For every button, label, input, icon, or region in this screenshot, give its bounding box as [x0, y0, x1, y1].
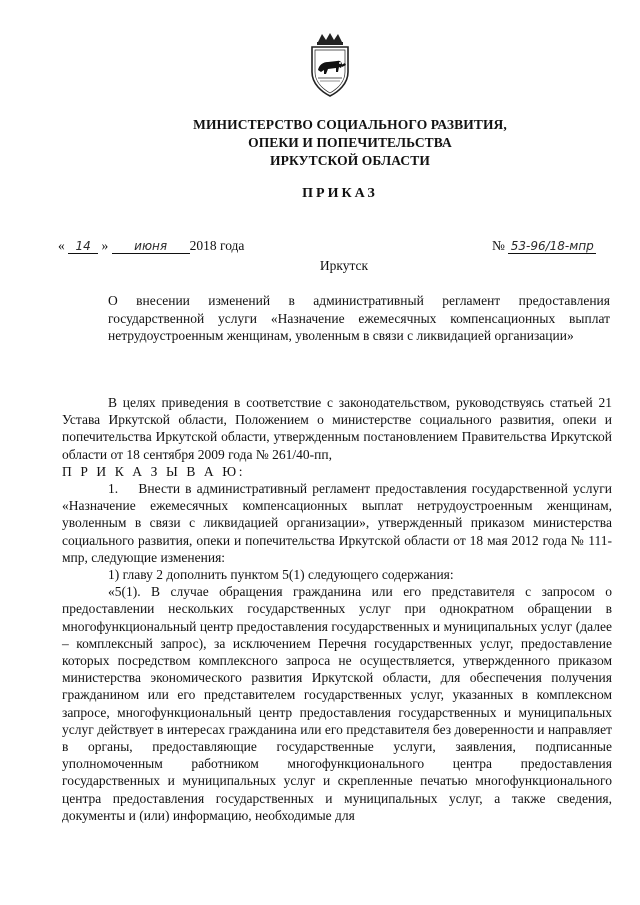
date-close-quote: » [101, 238, 109, 253]
order-title: ПРИКАЗ [302, 186, 378, 201]
date-day: 14 [68, 240, 98, 254]
date-month: июня [112, 240, 190, 254]
city: Иркутск [319, 258, 369, 273]
ministry-name-line-2: ОПЕКИ И ПОПЕЧИТЕЛЬСТВА [248, 135, 452, 150]
order-body [62, 394, 612, 824]
order-date [58, 238, 244, 254]
ministry-name-line-1: МИНИСТЕРСТВО СОЦИАЛЬНОГО РАЗВИТИЯ, [193, 117, 507, 132]
order-number [492, 238, 596, 254]
quoted-paragraph-5-1: «5(1). В случае обращения гражданина или его представителя с запросом о предоставлении нескольких государственных услуг при однократном обращении в многофункциональный центр предоставления государственных и муниципальных услуг (далее – комплексный запрос), за исключением Перечня государственных услуг, предоставление которых посредством комплексного запроса не осуществляется, утвержденного приказом министерства экономического развития Иркутской области, для обеспечения получения гражданином или его представителем государственных услуг, указанных в комплексном запросе, многофункциональный центр предоставления государственных и муниципальных услуг действует в интересах гражданина или его представителя без доверенности и направляет в органы, предоставляющие государственные услуги, заявления, подписанные уполномоченным работником многофункционального центра предоставления государственных и муниципальных услуг и скрепленные печатью многофункционального центра предоставления государственных и муниципальных услуг, а также сведения, документы и (или) информацию, необходимые для [62, 584, 612, 823]
prikazyvayu-heading: П Р И К А З Ы В А Ю: [62, 463, 246, 479]
date-open-quote: « [58, 238, 65, 253]
ministry-header [150, 116, 550, 170]
item-1-subitem-1: 1) главу 2 дополнить пунктом 5(1) следующего содержания: [108, 567, 454, 583]
item-1-paragraph: 1. Внести в административный регламент предоставления государственной услуги «Назначение ежемесячных компенсационных выплат нетрудоустроенным женщинам, уволенным в связи с ликвидацией организации», утвержденный приказом министерства социального развития, опеки и попечительства Иркутской области от 18 мая 2012 года № 111-мпр, следующие изменения: [62, 481, 612, 565]
preamble-paragraph: В целях приведения в соответствие с законодательством, руководствуясь статьей 21 Устава Иркутской области, Положением о министерстве социального развития, опеки и попечительства Иркутской области, утвержденным постановлением Правительства Иркутской области от 18 сентября 2009 года № 261/40-пп, [62, 395, 612, 462]
irkutsk-coat-of-arms-icon [304, 32, 356, 98]
order-number-value: 53-96/18-мпр [508, 240, 596, 254]
ministry-name-line-3: ИРКУТСКОЙ ОБЛАСТИ [270, 153, 430, 168]
date-year: 2018 года [189, 238, 245, 253]
order-subject: О внесении изменений в административный регламент предоставления государственной услуги «Назначение ежемесячных компенсационных выплат нетрудоустроенным женщинам, уволенным в связи с ликвидацией организации» [108, 293, 610, 343]
number-sign: № [492, 238, 505, 253]
